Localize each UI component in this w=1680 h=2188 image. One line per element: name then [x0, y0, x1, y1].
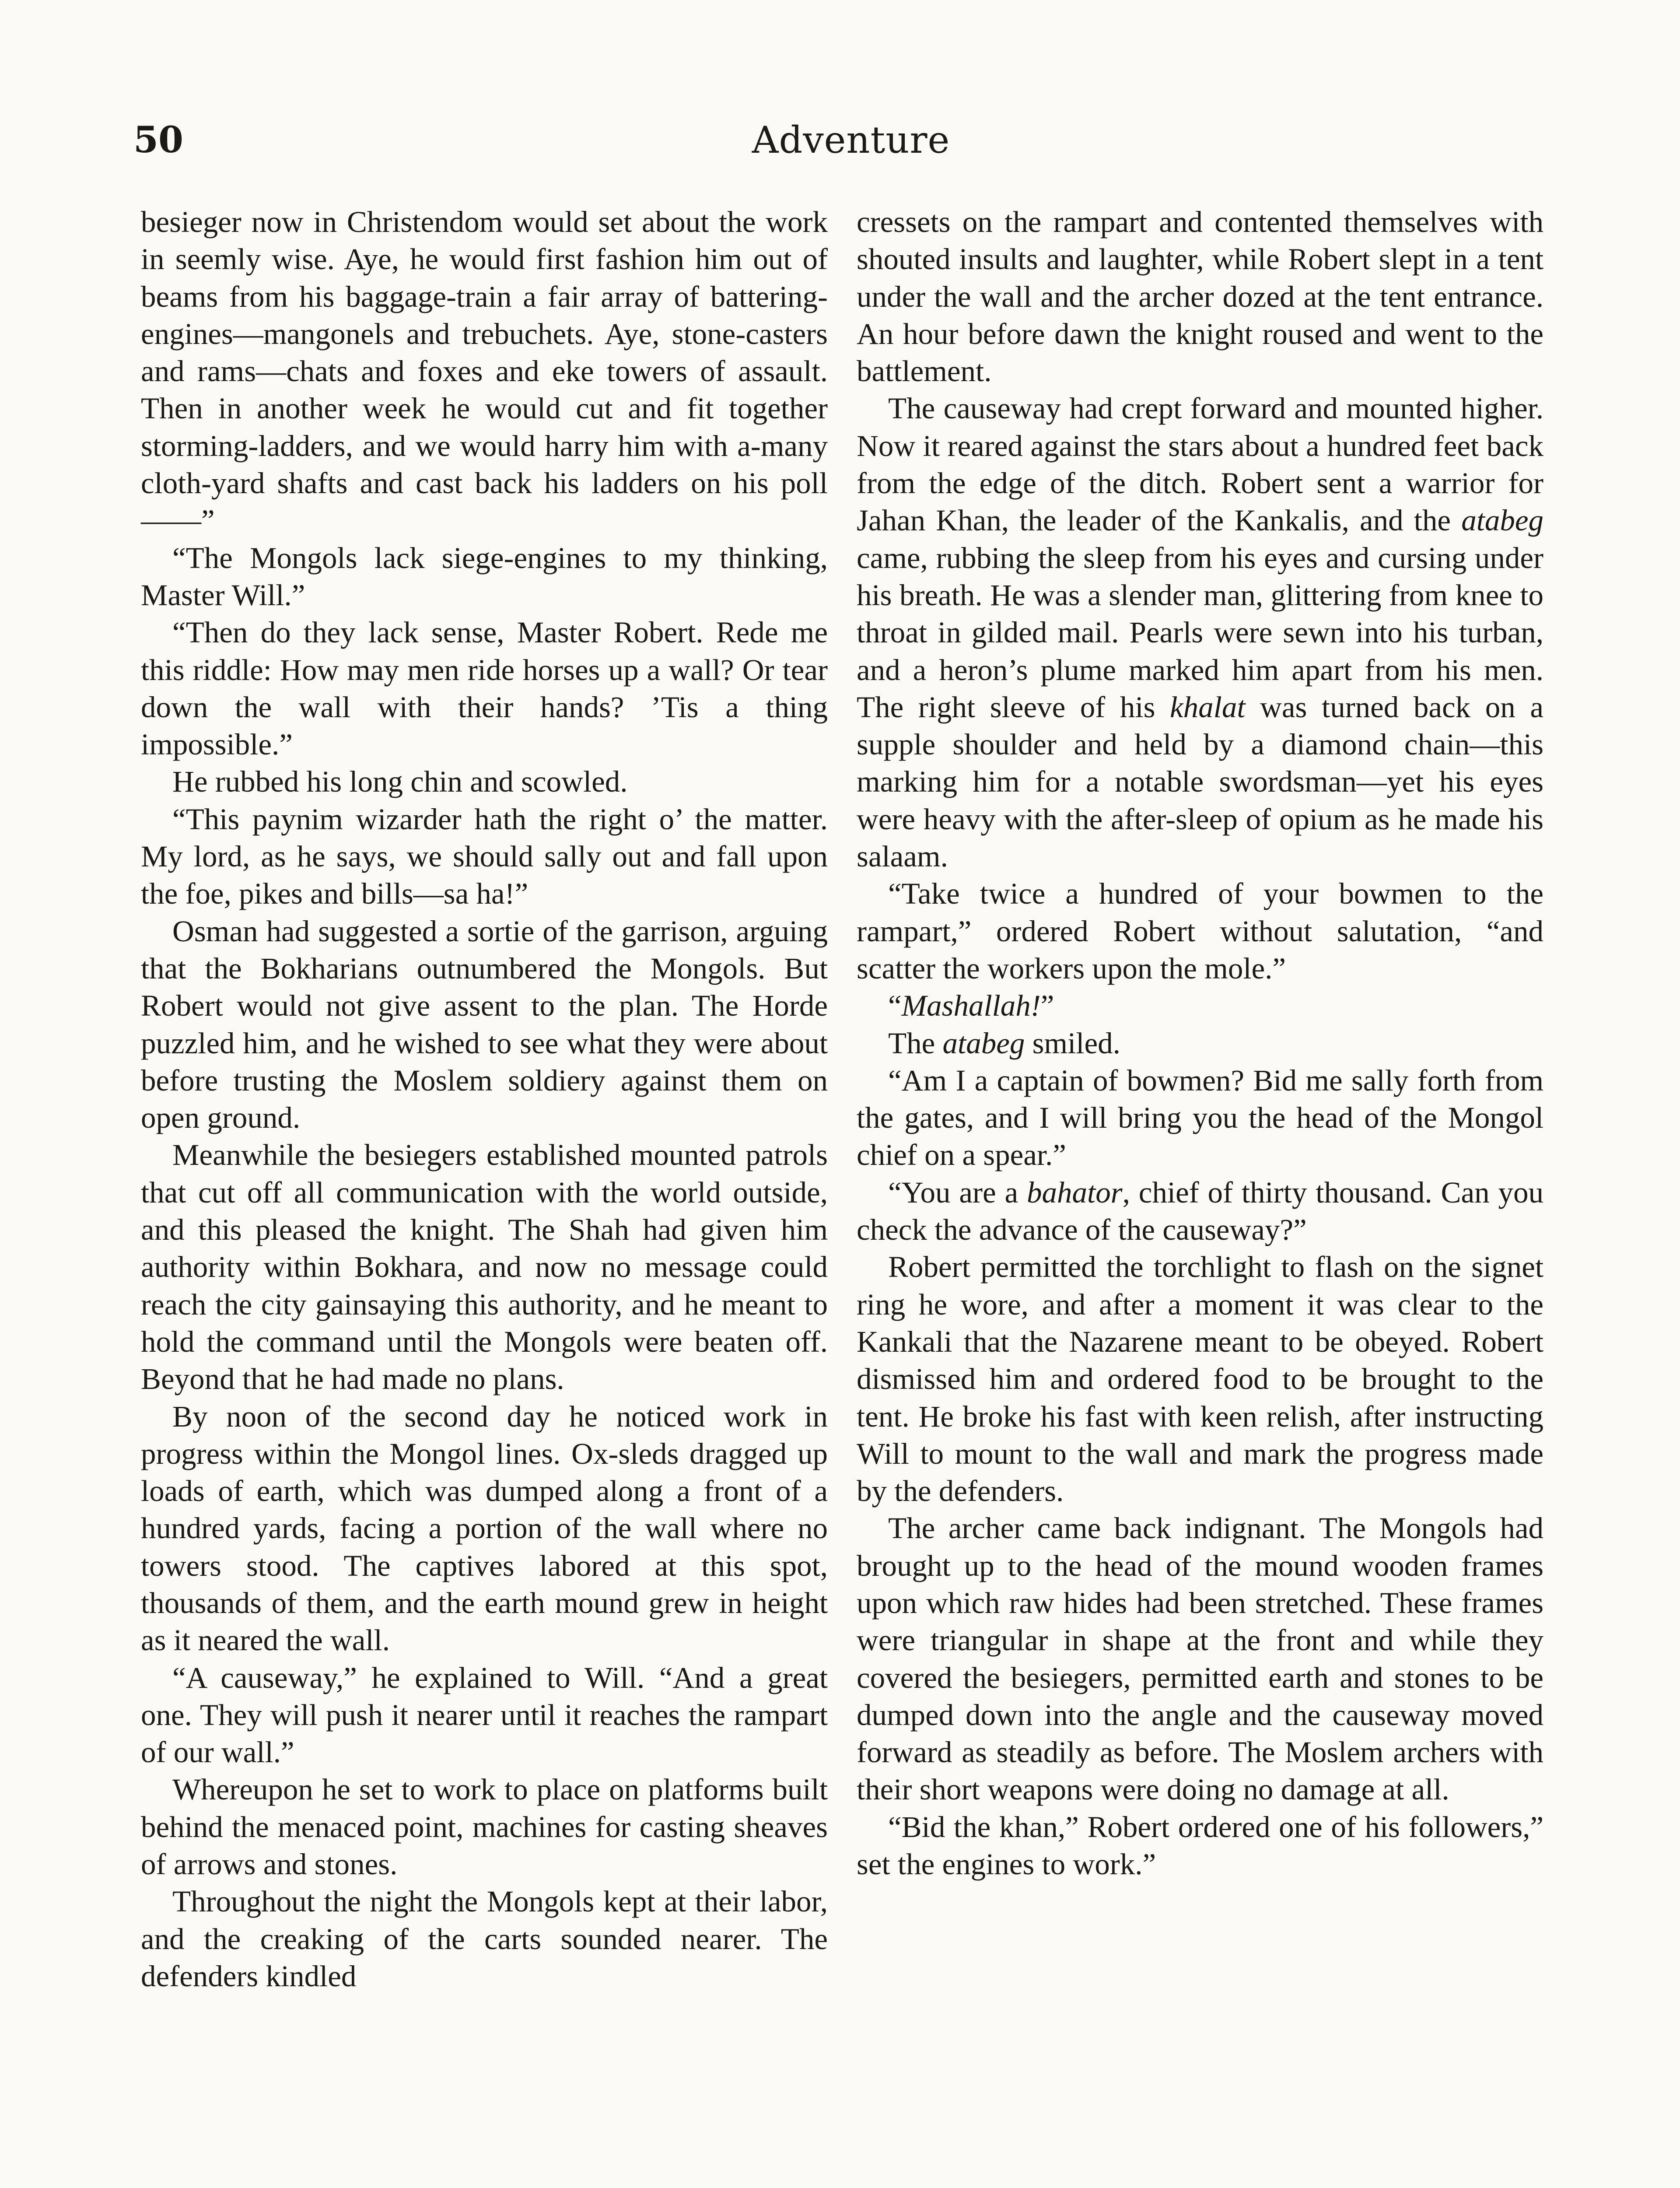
- text-run: The causeway had crept forward and mounted higher. Now it reared against the stars about a hundred feet back from the edge of the ditch. Robert sent a warrior for Jahan Khan, the leader of the Kankalis, and the: [857, 392, 1544, 537]
- italic-term: atabeg: [1461, 504, 1544, 537]
- italic-term: bahator: [1027, 1175, 1123, 1209]
- text-run: The: [888, 1026, 943, 1060]
- paragraph: Robert permitted the torchlight to flash on the signet ring he wore, and after a moment it was clear to the Kankali that the Nazarene meant to be obeyed. Robert dismissed him and ordered food to be brought to the tent. He broke his fast with keen relish, after instructing Will to mount to the wall and mark the progress made by the defenders.: [857, 1250, 1544, 1508]
- paragraph: Throughout the night the Mongols kept at their labor, and the creaking of the carts sounded nearer. The defenders kindled: [141, 1885, 828, 1993]
- text-run: , chief of thirty thousand. Can you check the advance of the causeway?”: [857, 1175, 1544, 1247]
- paragraph: besieger now in Christendom would set about the work in seemly wise. Aye, he would first fashion him out of beams from his baggage-train a fair array of battering-engines—mangonels and trebuchets. Aye, stone-casters and rams—chats and foxes and eke towers of assault. Then in another week he would cut and fit together storming-ladders, and we would harry him with a-many cloth-yard shafts and cast back his ladders on his poll——”: [141, 205, 828, 537]
- paragraph: “This paynim wizarder hath the right o’ the matter. My lord, as he says, we should sally out and fall upon the foe, pikes and bills—sa ha!”: [141, 802, 828, 911]
- italic-term: Mashallah!: [901, 989, 1041, 1023]
- text-run: was turned back on a supple shoulder and held by a diamond chain—this marking him for a notable swordsman—yet his eyes were heavy with the after-sleep of opium as he made his salaam.: [857, 690, 1544, 873]
- text-run: came, rubbing the sleep from his eyes and cursing under his breath. He was a slender man, glittering from knee to throat in gilded mail. Pearls were sewn into his turban, and a heron’s plume marked him apart from his men. The right sleeve of his: [857, 541, 1544, 724]
- paragraph: [857, 390, 1544, 875]
- paragraph: “Then do they lack sense, Master Robert. Rede me this riddle: How may men ride horses up a wall? Or tear down the wall with their hands? ’Tis a thing impossible.”: [141, 616, 828, 761]
- paragraph: He rubbed his long chin and scowled.: [172, 765, 628, 799]
- left-column: [141, 203, 828, 1995]
- paragraph: Whereupon he set to work to place on platforms built behind the menaced point, machines for casting sheaves of arrows and stones.: [141, 1773, 828, 1881]
- paragraph: cressets on the rampart and contented themselves with shouted insults and laughter, while Robert slept in a tent under the wall and the archer dozed at the tent entrance. An hour before dawn the knight roused and went to the battlement.: [857, 205, 1544, 388]
- paragraph: “Take twice a hundred of your bowmen to the rampart,” ordered Robert without salutation, “and scatter the workers upon the mole.”: [857, 877, 1544, 985]
- paragraph: [857, 987, 1544, 1024]
- paragraph: [857, 1174, 1544, 1249]
- paragraph: The archer came back indignant. The Mongols had brought up to the head of the mound wooden frames upon which raw hides had been stretched. These frames were triangular in shape at the front and while they covered the besiegers, permitted earth and stones to be dumped down into the angle and the causeway moved forward as steadily as before. The Moslem archers with their short weapons were doing no damage at all.: [857, 1511, 1544, 1806]
- text-run: ”: [1040, 989, 1054, 1023]
- right-column: [857, 203, 1544, 1883]
- page-header: [133, 109, 1568, 171]
- paragraph: By noon of the second day he noticed work in progress within the Mongol lines. Ox-sleds dragged up loads of earth, which was dumped along a front of a hundred yards, facing a portion of the wall where no towers stood. The captives labored at this spot, thousands of them, and the earth mound grew in height as it neared the wall.: [141, 1399, 828, 1657]
- running-title: Adventure: [752, 119, 950, 161]
- italic-term: khalat: [1170, 690, 1246, 724]
- paragraph: Osman had suggested a sortie of the garrison, arguing that the Bokharians outnumbered the Mongols. But Robert would not give assent to the plan. The Horde puzzled him, and he wished to see what they were about before trusting the Moslem soldiery against them on open ground.: [141, 914, 828, 1135]
- page-number: 50: [133, 119, 184, 161]
- paragraph: Meanwhile the besiegers established mounted patrols that cut off all communication with the world outside, and this pleased the knight. The Shah had given him authority within Bokhara, and now no message could reach the city gainsaying this authority, and he meant to hold the command until the Mongols were beaten off. Beyond that he had made no plans.: [141, 1138, 828, 1396]
- paragraph: “Bid the khan,” Robert ordered one of his followers,” set the engines to work.”: [857, 1810, 1544, 1881]
- paragraph: “Am I a captain of bowmen? Bid me sally forth from the gates, and I will bring you the head of the Mongol chief on a spear.”: [857, 1063, 1544, 1172]
- paragraph: “A causeway,” he explained to Will. “And a great one. They will push it nearer until it reaches the rampart of our wall.”: [141, 1661, 828, 1769]
- text-run: smiled.: [1025, 1026, 1120, 1060]
- paragraph: “The Mongols lack siege-engines to my thinking, Master Will.”: [141, 541, 828, 612]
- text-run: “: [888, 989, 902, 1023]
- italic-term: atabeg: [942, 1026, 1025, 1060]
- text-run: “You are a: [888, 1175, 1027, 1209]
- paragraph: [857, 1025, 1544, 1062]
